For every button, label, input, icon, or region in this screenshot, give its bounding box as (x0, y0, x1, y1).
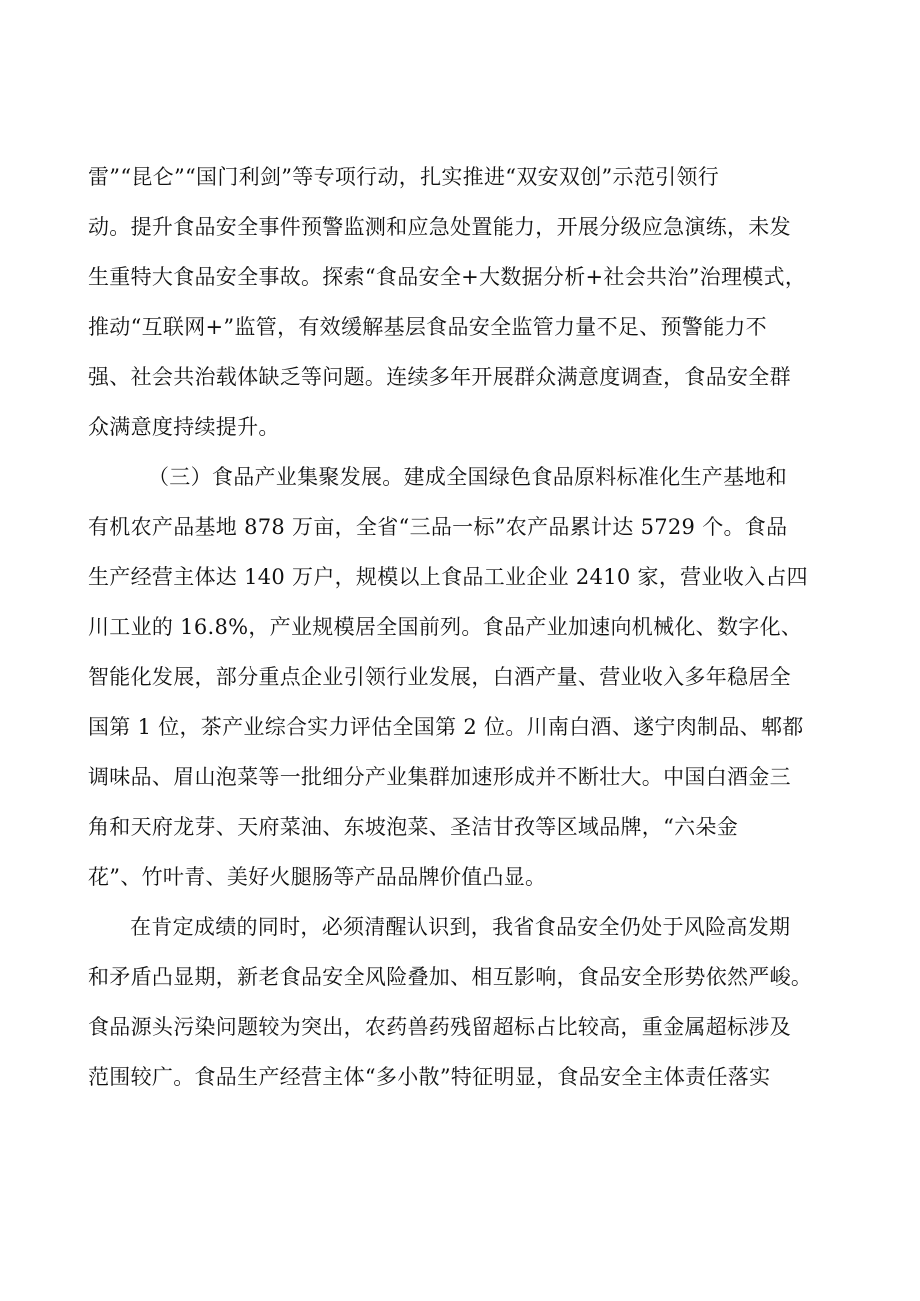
paragraph-line: 角和天府龙芽、天府菜油、东坡泡菜、圣洁甘孜等区域品牌，“六朵金 (88, 815, 739, 839)
section-heading-line: （三）食品产业集聚发展。建成全国绿色食品原料标准化生产基地和 (148, 465, 787, 489)
paragraph-line: 智能化发展，部分重点企业引领行业发展，白酒产量、营业收入多年稳居全 (88, 665, 791, 689)
document-body (88, 152, 848, 1102)
paragraph-line: 范围较广。食品生产经营主体“多小散”特征明显，食品安全主体责任落实 (88, 1065, 771, 1089)
paragraph-food-industry-cluster (88, 452, 848, 902)
paragraph-line: 生产经营主体达 140 万户，规模以上食品工业企业 2410 家，营业收入占四 (88, 565, 808, 589)
paragraph-line: 花”、竹叶青、美好火腿肠等产品品牌价值凸显。 (88, 865, 547, 889)
paragraph-line: 动。提升食品安全事件预警监测和应急处置能力，开展分级应急演练，未发 (88, 215, 791, 239)
paragraph-line: 雷”“昆仑”“国门利剑”等专项行动，扎实推进“双安双创”示范引领行 (88, 165, 720, 189)
paragraph-line: 有机农产品基地 878 万亩，全省“三品一标”农产品累计达 5729 个。食品 (88, 515, 788, 539)
paragraph-line: 在肯定成绩的同时，必须清醒认识到，我省食品安全仍处于风险高发期 (130, 915, 791, 939)
paragraph-food-safety-governance (88, 152, 848, 452)
paragraph-line: 众满意度持续提升。 (88, 415, 280, 439)
paragraph-line: 调味品、眉山泡菜等一批细分产业集群加速形成并不断壮大。中国白酒金三 (88, 765, 791, 789)
paragraph-line: 和矛盾凸显期，新老食品安全风险叠加、相互影响，食品安全形势依然严峻。 (88, 965, 813, 989)
paragraph-line: 生重特大食品安全事故。探索“食品安全+大数据分析+社会共治”治理模式， (88, 265, 807, 289)
paragraph-line: 食品源头污染问题较为突出，农药兽药残留超标占比较高，重金属超标涉及 (88, 1015, 791, 1039)
paragraph-line: 川工业的 16.8%，产业规模居全国前列。食品产业加速向机械化、数字化、 (88, 615, 803, 639)
paragraph-food-safety-risks (88, 902, 848, 1102)
paragraph-line: 推动“互联网+”监管，有效缓解基层食品安全监管力量不足、预警能力不 (88, 315, 767, 339)
paragraph-line: 国第 1 位，茶产业综合实力评估全国第 2 位。川南白酒、遂宁肉制品、郫都 (88, 715, 804, 739)
paragraph-line: 强、社会共治载体缺乏等问题。连续多年开展群众满意度调查，食品安全群 (88, 365, 791, 389)
